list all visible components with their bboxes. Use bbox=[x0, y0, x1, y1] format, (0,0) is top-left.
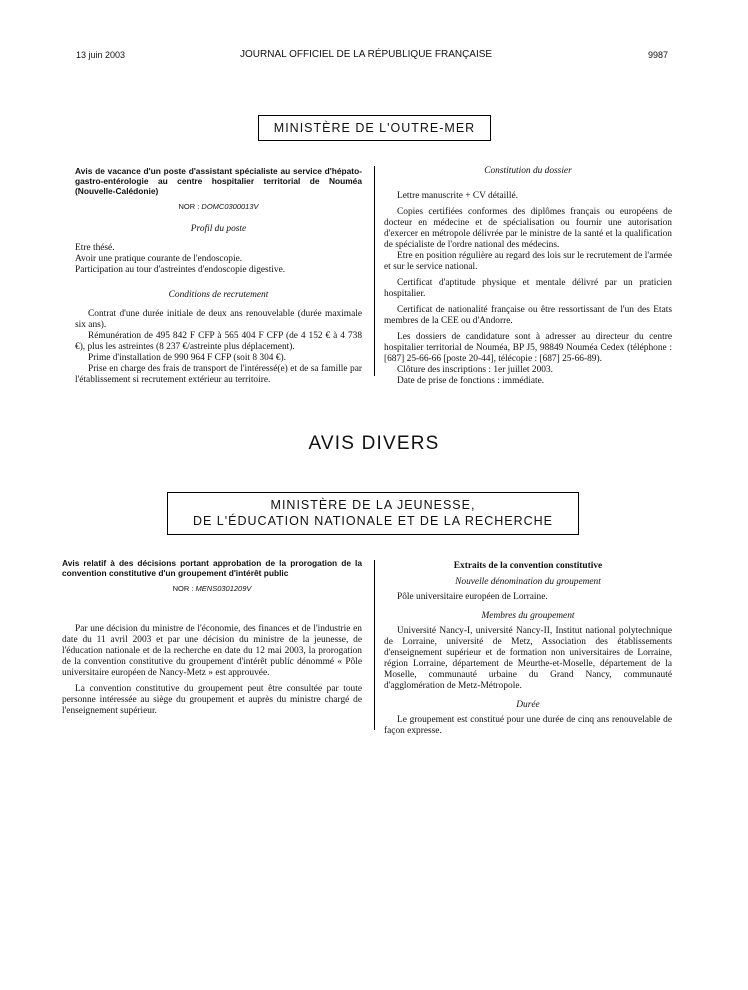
vacancy-notice-right-column bbox=[384, 166, 672, 387]
membres-heading: Membres du groupement bbox=[481, 611, 575, 621]
profil-line: Etre thésé. bbox=[75, 243, 115, 253]
profil-line: Participation au tour d'astreintes d'endoscopie digestive. bbox=[75, 265, 286, 275]
nor-code: MENS0301209V bbox=[195, 584, 252, 593]
duree-heading: Durée bbox=[516, 700, 540, 710]
avis-divers-heading: AVIS DIVERS bbox=[308, 433, 440, 454]
dossier-heading: Constitution du dossier bbox=[484, 166, 572, 176]
vacancy-notice-left-column bbox=[75, 166, 362, 386]
nor-reference: NOR : DOMC0300013V bbox=[178, 202, 259, 211]
ministry-title-line1: MINISTÈRE DE LA JEUNESSE, bbox=[270, 498, 476, 512]
dossier-paragraph: Clôture des inscriptions : 1er juillet 2003. bbox=[397, 365, 553, 375]
header-date: 13 juin 2003 bbox=[76, 50, 126, 60]
denomination-heading: Nouvelle dénomination du groupement bbox=[455, 577, 601, 587]
notice-paragraph: Par une décision du ministre de l'économie, des finances et de l'industrie en date du 11 avril 2003 et par une décision du ministre de la jeunesse, de l'éducation nationale et de la recherche en date du 12 mai 2003, la prorogation de la convention constitutive du groupement d'intérêt public dénommé « Pôle universitaire européen de Nancy-Metz » est approuvée. bbox=[62, 624, 362, 678]
gip-notice-right-column bbox=[384, 561, 672, 737]
dossier-paragraph: Date de prise de fonctions : immédiate. bbox=[397, 376, 545, 386]
nor-code: DOMC0300013V bbox=[201, 202, 259, 211]
header-page-number: 9987 bbox=[648, 50, 669, 60]
profil-heading: Profil du poste bbox=[190, 224, 247, 234]
dossier-paragraph: Copies certifiées conformes des diplômes français ou européens de docteur en médecine et de spécialisation ou fournir une autorisation d'exercer en métropole délivrée par le ministre de la santé et la qualification de spécialiste de l'ordre national des médecins. bbox=[384, 207, 672, 250]
extraits-heading: Extraits de la convention constitutive bbox=[453, 561, 603, 571]
duree-text: Le groupement est constitué pour une durée de cinq ans renouvelable de façon expresse. bbox=[384, 715, 672, 736]
ministry-title: MINISTÈRE DE L'OUTRE-MER bbox=[273, 121, 476, 135]
conditions-paragraph: Prise en charge des frais de transport de l'intéressé(e) et de sa famille par l'établissement si recrutement extérieur au territoire. bbox=[75, 364, 362, 385]
conditions-paragraph: Contrat d'une durée initiale de deux ans renouvelable (durée maximale six ans). bbox=[75, 309, 362, 330]
dossier-paragraph: Certificat d'aptitude physique et mentale délivré par un praticien hospitalier. bbox=[384, 278, 672, 299]
dossier-paragraph: Les dossiers de candidature sont à adresser au directeur du centre hospitalier territorial de Nouméa, BP J5, 98849 Nouméa Cedex (téléphone : [687] 25-66-66 [poste 20-44], télécopie : [687] 25-66-89). bbox=[384, 332, 672, 364]
column-divider bbox=[374, 560, 375, 730]
gip-notice-left-column bbox=[62, 558, 362, 717]
ministry-box-education bbox=[167, 492, 579, 535]
header-journal-title: JOURNAL OFFICIEL DE LA RÉPUBLIQUE FRANÇAISE bbox=[240, 49, 493, 60]
dossier-paragraph: Etre en position régulière au regard des lois sur le recrutement de l'armée et sur le service national. bbox=[384, 251, 672, 272]
dossier-paragraph: Certificat de nationalité française ou être ressortissant de l'un des Etats membres de la CEE ou d'Andorre. bbox=[384, 305, 672, 326]
ministry-box-outre-mer bbox=[258, 115, 491, 141]
notice-title: Avis relatif à des décisions portant approbation de la prorogation de la convention constitutive d'un groupement d'intérêt public bbox=[62, 558, 362, 578]
conditions-heading: Conditions de recrutement bbox=[168, 290, 269, 300]
notice-title: Avis de vacance d'un poste d'assistant spécialiste au service d'hépato-gastro-entérologie au centre hospitalier territorial de Nouméa (Nouvelle-Calédonie) bbox=[75, 166, 362, 196]
conditions-paragraph: Rémunération de 495 842 F CFP à 565 404 F CFP (de 4 152 € à 4 738 €), plus les astreintes (8 237 €/astreinte plus déplacement). bbox=[75, 331, 362, 352]
profil-line: Avoir une pratique courante de l'endoscopie. bbox=[75, 254, 243, 264]
ministry-title-line2: DE L'ÉDUCATION NATIONALE ET DE LA RECHERCHE bbox=[192, 514, 554, 528]
denomination-text: Pôle universitaire européen de Lorraine. bbox=[397, 592, 548, 602]
column-divider bbox=[374, 166, 375, 376]
notice-paragraph: La convention constitutive du groupement peut être consultée par toute personne intéressée au siège du groupement et auprès du ministre chargé de l'enseignement supérieur. bbox=[62, 684, 362, 716]
membres-text: Université Nancy-I, université Nancy-II, Institut national polytechnique de Lorraine, université de Metz, Association des établissements d'enseignement supérieur et de formation non universitaires de Lorraine, région Lorraine, département de Meurthe-et-Moselle, département de la Moselle, communauté urbaine du Grand Nancy, communauté d'agglomération de Metz-Métropole. bbox=[384, 626, 672, 691]
nor-reference: NOR : MENS0301209V bbox=[172, 584, 252, 593]
conditions-paragraph: Prime d'installation de 990 964 F CFP (soit 8 304 €). bbox=[88, 353, 286, 363]
dossier-paragraph: Lettre manuscrite + CV détaillé. bbox=[397, 191, 518, 201]
